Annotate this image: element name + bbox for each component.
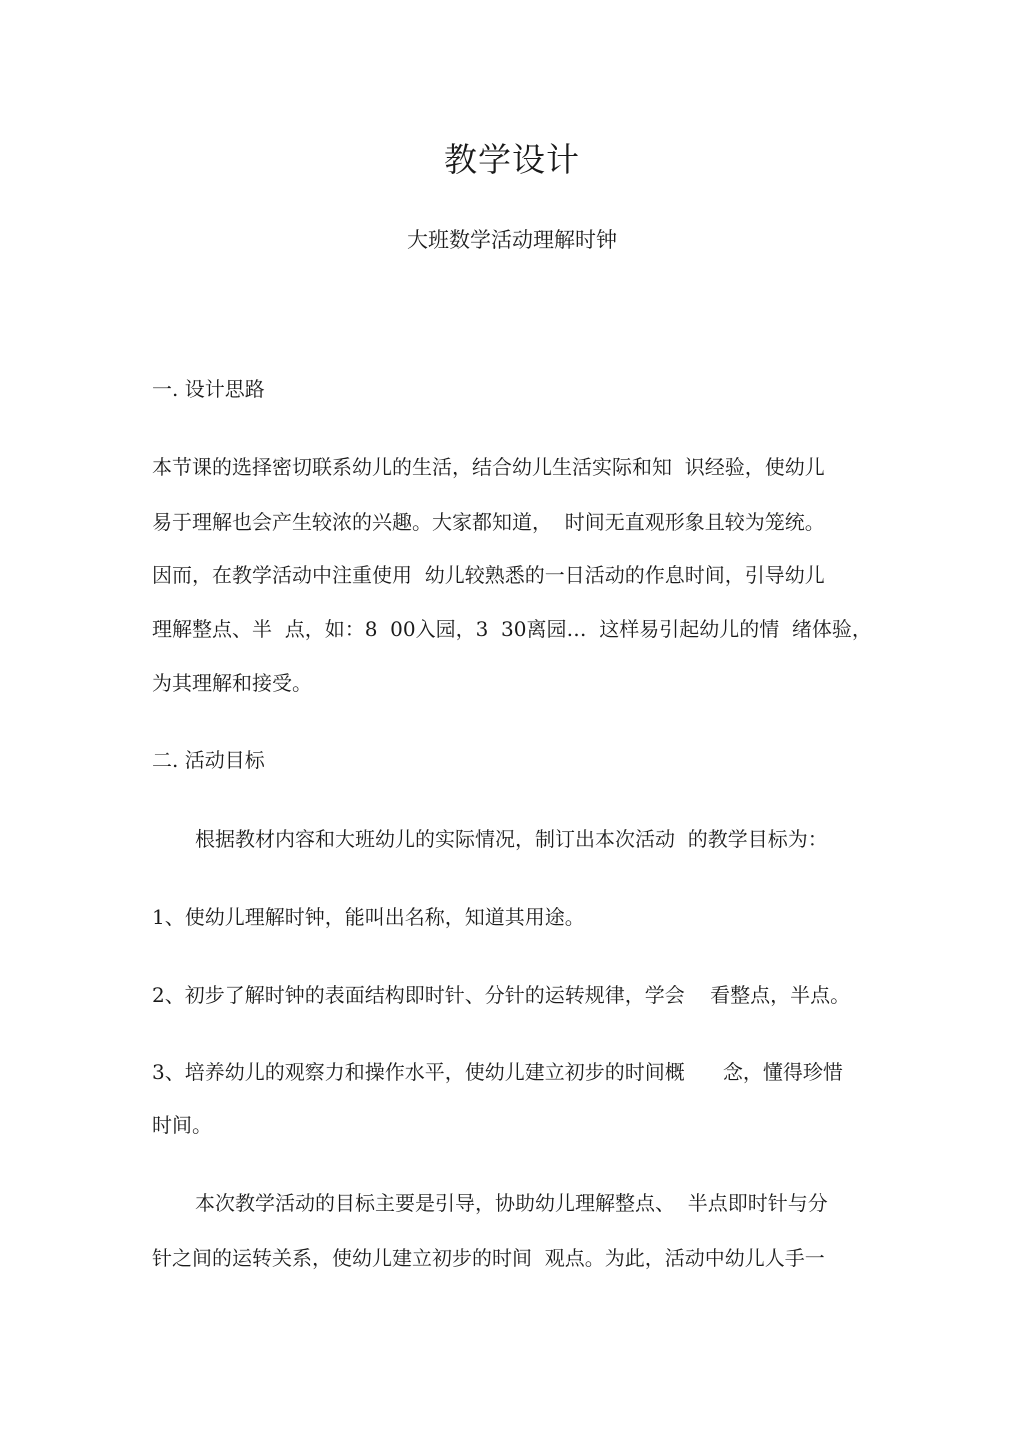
section-heading-design-idea: 一. 设计思路 <box>152 377 265 401</box>
document-title: 教学设计 <box>444 140 580 179</box>
paragraph-line: 易于理解也会产生较浓的兴趣。大家都知道， 时间无直观形象且较为笼统。 <box>152 510 825 534</box>
goal-item-3-continued: 时间。 <box>152 1113 212 1137</box>
closing-paragraph-line: 针之间的运转关系，使幼儿建立初步的时间 观点。为此，活动中幼儿人手一 <box>152 1246 825 1270</box>
closing-paragraph-line: 本次教学活动的目标主要是引导，协助幼儿理解整点、 半点即时针与分 <box>195 1191 828 1215</box>
goal-item-3: 3、培养幼儿的观察力和操作水平，使幼儿建立初步的时间概 念，懂得珍惜 <box>152 1060 843 1084</box>
goals-intro: 根据教材内容和大班幼儿的实际情况，制订出本次活动 的教学目标为： <box>195 827 828 851</box>
paragraph-line: 因而，在教学活动中注重使用 幼儿较熟悉的一日活动的作息时间，引导幼儿 <box>152 563 825 587</box>
goal-item-1: 1、使幼儿理解时钟，能叫出名称，知道其用途。 <box>152 905 585 929</box>
section-heading-activity-goals: 二. 活动目标 <box>152 748 265 772</box>
paragraph-line: 理解整点、半 点，如：8 00入园，3 30离园… 这样易引起幼儿的情 绪体验， <box>152 617 872 641</box>
paragraph-line: 本节课的选择密切联系幼儿的生活，结合幼儿生活实际和知 识经验，使幼儿 <box>152 455 825 479</box>
goal-item-2: 2、初步了解时钟的表面结构即时针、分针的运转规律，学会 看整点，半点。 <box>152 983 851 1007</box>
paragraph-line: 为其理解和接受。 <box>152 671 312 695</box>
document-subtitle: 大班数学活动理解时钟 <box>407 228 617 252</box>
